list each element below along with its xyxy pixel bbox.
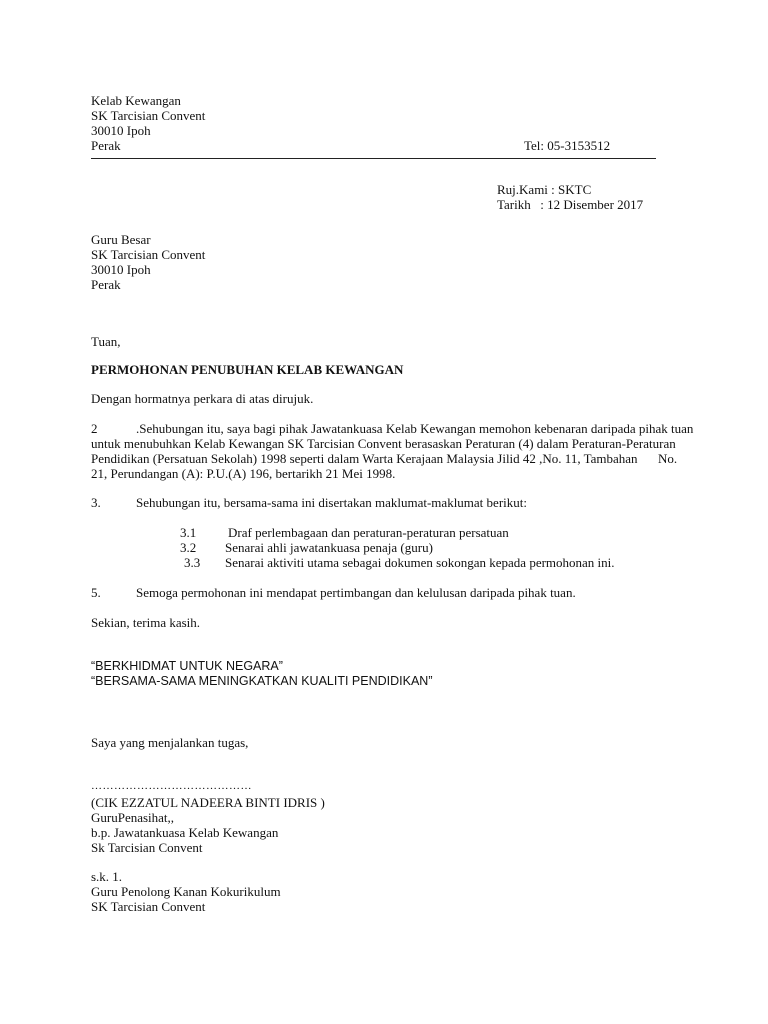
opening-line: Dengan hormatnya perkara di atas dirujuk. bbox=[91, 391, 314, 406]
list-item bbox=[184, 555, 615, 570]
cc-line: Guru Penolong Kanan Kokurikulum bbox=[91, 884, 281, 899]
list-item-number: 3.2 bbox=[180, 540, 197, 555]
cc-label: s.k. 1. bbox=[91, 869, 123, 884]
signatory-title: GuruPenasihat,, bbox=[91, 810, 175, 825]
header-divider bbox=[91, 158, 656, 159]
cc-line: SK Tarcisian Convent bbox=[91, 899, 206, 914]
list-item bbox=[180, 540, 433, 555]
ref-ruj bbox=[497, 182, 591, 197]
recipient-address bbox=[91, 232, 205, 292]
recipient-line: SK Tarcisian Convent bbox=[91, 247, 206, 262]
list-item-number: 3.3 bbox=[184, 555, 201, 570]
para2-number: 2 bbox=[91, 421, 98, 436]
signature-line: …………………………………… bbox=[91, 780, 252, 792]
closing: Sekian, terima kasih. bbox=[91, 615, 201, 630]
sender-address bbox=[91, 93, 205, 153]
signatory-bp: b.p. Jawatankuasa Kelab Kewangan bbox=[91, 825, 279, 840]
sender-line: Perak bbox=[91, 138, 121, 153]
list-item-text: Senarai ahli jawatankuasa penaja (guru) bbox=[225, 540, 433, 555]
ref-ruj-label: Ruj.Kami bbox=[497, 182, 548, 197]
recipient-line: Perak bbox=[91, 277, 121, 292]
list-item-text: Senarai aktiviti utama sebagai dokumen sokongan kepada permohonan ini. bbox=[225, 555, 615, 570]
recipient-line: Guru Besar bbox=[91, 232, 151, 247]
sender-tel: Tel: 05-3153512 bbox=[524, 138, 611, 153]
signatory-name: (CIK EZZATUL NADEERA BINTI IDRIS ) bbox=[91, 795, 325, 810]
motto-line: “BERSAMA-SAMA MENINGKATKAN KUALITI PENDIDIKAN” bbox=[91, 674, 433, 688]
para2-line: .Sehubungan itu, saya bagi pihak Jawatankuasa Kelab Kewangan memohon kebenaran daripada pihak tuan bbox=[136, 421, 694, 436]
para5-number: 5. bbox=[91, 585, 101, 600]
salutation: Tuan, bbox=[91, 334, 121, 349]
list-item-number: 3.1 bbox=[180, 525, 197, 540]
para2-line: Pendidikan (Persatuan Sekolah) 1998 seperti dalam Warta Kerajaan Malaysia Jilid 42 ,No. 11, Tambahan bbox=[91, 451, 638, 466]
para2-line-end: No. bbox=[658, 451, 678, 466]
ref-tarikh-label: Tarikh bbox=[497, 197, 531, 212]
ref-ruj-value: : SKTC bbox=[551, 182, 592, 197]
recipient-line: 30010 Ipoh bbox=[91, 262, 151, 277]
para5-text: Semoga permohonan ini mendapat pertimbangan dan kelulusan daripada pihak tuan. bbox=[136, 585, 576, 600]
sender-line: SK Tarcisian Convent bbox=[91, 108, 206, 123]
ref-tarikh-value: : 12 Disember 2017 bbox=[540, 197, 644, 212]
sender-line: Kelab Kewangan bbox=[91, 93, 181, 108]
motto-line: “BERKHIDMAT UNTUK NEGARA” bbox=[91, 659, 283, 673]
para3-number: 3. bbox=[91, 495, 101, 510]
para2-line: untuk menubuhkan Kelab Kewangan SK Tarcisian Convent berasaskan Peraturan (4) dalam Peraturan-Peraturan bbox=[91, 436, 676, 451]
sender-line: 30010 Ipoh bbox=[91, 123, 151, 138]
signoff: Saya yang menjalankan tugas, bbox=[91, 735, 249, 750]
para2-line: 21, Perundangan (A): P.U.(A) 196, bertarikh 21 Mei 1998. bbox=[91, 466, 396, 481]
para3-text: Sehubungan itu, bersama-sama ini disertakan maklumat-maklumat berikut: bbox=[136, 495, 527, 510]
list-item bbox=[180, 525, 509, 540]
subject: PERMOHONAN PENUBUHAN KELAB KEWANGAN bbox=[91, 362, 404, 377]
list-item-text: Draf perlembagaan dan peraturan-peraturan persatuan bbox=[228, 525, 509, 540]
ref-tarikh bbox=[497, 197, 643, 212]
signatory-school: Sk Tarcisian Convent bbox=[91, 840, 203, 855]
